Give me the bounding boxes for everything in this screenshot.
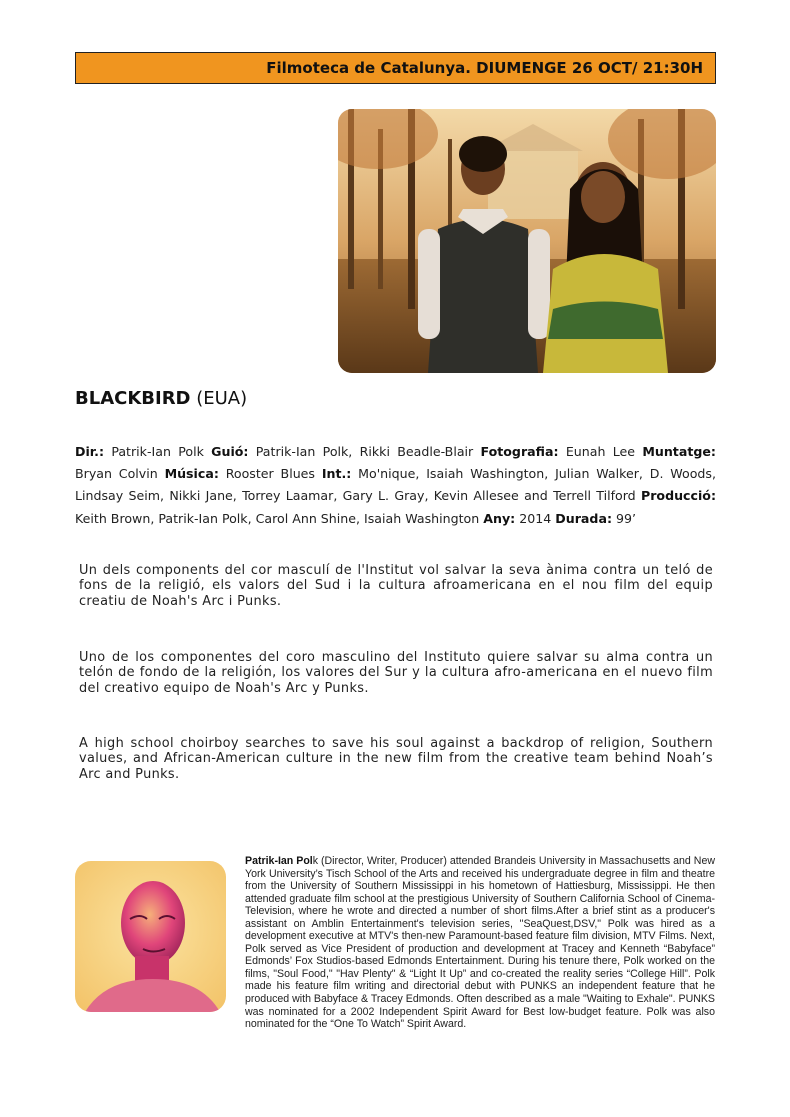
film-still-image: [338, 109, 716, 373]
credit-foto-label: Fotografia:: [480, 444, 559, 459]
director-portrait-graphic: [75, 861, 226, 1012]
director-name: Patrik-Ian Pol: [245, 855, 313, 867]
credit-int-value: Mo'nique, Isaiah Washington, Julian Walker, D. Woods, Lindsay Seim, Nikki Jane, Torrey Laamar, Gary L. Gray, Kevin Allesee and Terrell Tilford: [75, 466, 716, 504]
director-portrait-image: [75, 861, 226, 1012]
credit-prod-label: Producció:: [640, 488, 716, 504]
film-title: [75, 388, 247, 409]
credit-int-label: Int.:: [321, 466, 352, 482]
credit-foto-value: Eunah Lee: [565, 444, 636, 459]
credit-muntatge-label: Muntatge:: [642, 444, 716, 459]
film-country: (EUA): [196, 388, 248, 409]
synopsis-english: A high school choirboy searches to save his soul against a backdrop of religion, Southern values, and African-American culture in the new film from the creative team behind Noah’s Arc and Punks.: [79, 736, 713, 782]
credit-musica-label: Música:: [164, 466, 219, 482]
synopsis-spanish: Uno de los componentes del coro masculino del Instituto quiere salvar su alma contra un telón de fondo de la religión, los valores del Sur y la cultura afro-americana en el nuevo film del creativo equipo de Noah's Arc y Punks.: [79, 650, 713, 696]
credit-dir-label: Dir.:: [75, 444, 105, 459]
film-credits: [75, 441, 716, 530]
film-title-name: BLACKBIRD: [75, 388, 191, 409]
credit-guio-value: Patrik-Ian Polk, Rikki Beadle-Blair: [255, 444, 474, 459]
credit-guio-label: Guió:: [211, 444, 249, 459]
director-biography: [245, 855, 715, 1031]
credit-musica-value: Rooster Blues: [225, 466, 315, 482]
credit-muntatge-value: Bryan Colvin: [75, 466, 158, 482]
screening-header: [75, 52, 716, 84]
synopsis-catalan: Un dels components del cor masculí de l'Institut vol salvar la seva ànima contra un teló de fons de la religió, els valors del Sud i la cultura afroamericana en el nou film del equip creatiu de Noah's Arc i Punks.: [79, 563, 713, 609]
credit-any-label: Any:: [483, 510, 516, 526]
screening-info: Filmoteca de Catalunya. DIUMENGE 26 OCT/ 21:30H: [266, 59, 703, 77]
credit-durada-label: Durada:: [555, 510, 612, 526]
credit-any-value: 2014: [519, 510, 552, 526]
credit-durada-value: 99’: [616, 510, 637, 526]
director-bio-text: (Director, Writer, Producer) attended Brandeis University in Massachusetts and New York University’s Tisch School of the Arts and received his undergraduate degree in film and theatre from the University of Southern Mississippi in his hometown of Hattiesburg, Mississippi. He then attended graduate film school at the prestigious University of Southern California School of Cinema-Television, where he wrote and directed a number of short films.After a brief stint as a producer's assistant on Amblin Entertainment's television series, "SeaQuest,DSV," Polk was hired as a development executive at MTV's then-new Paramount-based feature film division, MTV Films. Next, Polk served as Vice President of production and development at Tracey and Kenneth “Babyface” Edmonds’ Fox Studios-based Edmonds Entertainment. During his tenure there, Polk worked on the films, "Soul Food," "Hav Plenty" & “Light It Up” and co-created the reality series “College Hill”. Polk made his feature film writing and directorial debut with PUNKS an independent feature that he produced with Babyface & Tracey Edmonds. Often described as a male "Waiting to Exhale". PUNKS was nominated for a 2002 Independent Spirit Award for Best low-budget feature. Polk was also nominated for the “One To Watch” Spirit Award.: [245, 855, 715, 1031]
film-still-graphic: [338, 109, 716, 373]
credit-dir-value: Patrik-Ian Polk: [111, 444, 204, 459]
credit-prod-value: Keith Brown, Patrik-Ian Polk, Carol Ann Shine, Isaiah Washington: [75, 510, 480, 526]
director-name-rest: k: [312, 855, 319, 867]
